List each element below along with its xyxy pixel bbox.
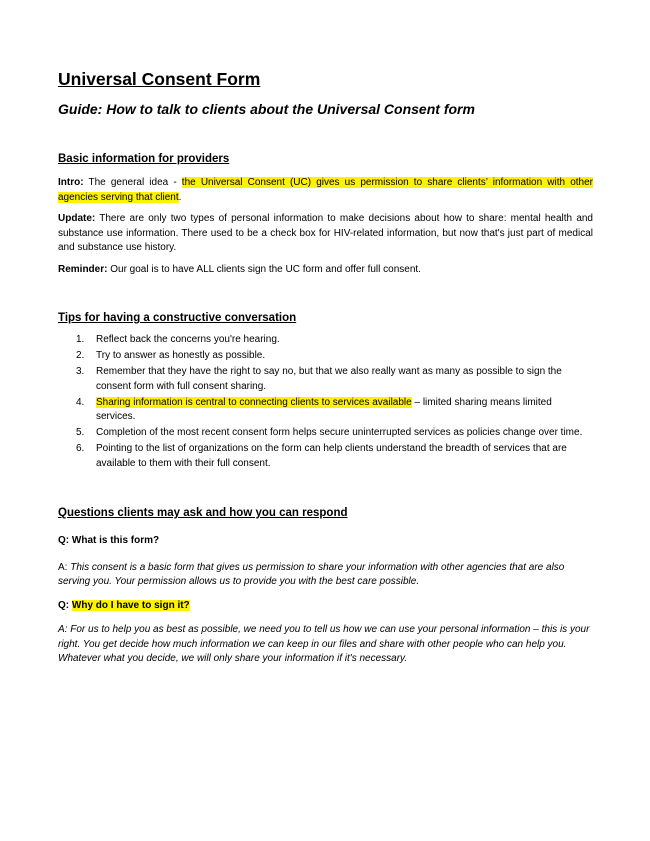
question-prefix: Q: <box>58 599 72 611</box>
list-item <box>58 442 593 471</box>
intro-text: The general idea - <box>83 177 182 188</box>
question-prefix: Q: <box>58 535 72 546</box>
answer-1 <box>58 561 593 590</box>
tips-list <box>58 333 593 471</box>
list-item-text: – limited sharing means limited services. <box>96 396 552 422</box>
answer-2 <box>58 623 593 667</box>
answer-prefix: A: <box>58 624 71 635</box>
question-text: Why do I have to sign it? <box>71 599 190 611</box>
intro-label: Intro: <box>58 177 84 188</box>
reminder-paragraph <box>58 263 593 278</box>
list-item-number: 1. <box>76 334 85 345</box>
question-text: What is this form? <box>71 535 160 546</box>
question-2 <box>58 599 593 614</box>
question-1 <box>58 534 593 549</box>
list-item-text: Pointing to the list of organizations on the form can help clients understand the breadth of services that are available to them with their full consent. <box>96 443 567 469</box>
answer-text: For us to help you as best as possible, we need you to tell us how we can use your personal information – this is your right. You get decide how much information we can keep in our files and share with other people who can help you. Whatever what you decide, we will only share your information if it's necessary. <box>58 624 590 664</box>
update-paragraph <box>58 212 593 256</box>
document-subtitle: Guide: How to talk to clients about the Universal Consent form <box>58 101 475 117</box>
document-title: Universal Consent Form <box>58 69 261 89</box>
reminder-text: Our goal is to have ALL clients sign the UC form and offer full consent. <box>107 263 421 275</box>
list-item <box>58 396 593 425</box>
list-item-number: 2. <box>76 350 85 361</box>
list-item <box>58 349 593 364</box>
document-content <box>58 68 593 667</box>
answer-text: This consent is a basic form that gives us permission to share your information with other agencies that are also serving you. Your permission allows us to provide you with the best care possible. <box>58 561 565 587</box>
list-item-number: 4. <box>76 396 85 408</box>
list-item-text: Try to answer as honestly as possible. <box>96 350 266 361</box>
list-item-text: Reflect back the concerns you're hearing. <box>96 334 280 345</box>
intro-end: . <box>178 191 182 203</box>
list-item-number: 5. <box>76 427 85 438</box>
questions-heading: Questions clients may ask and how you can respond <box>58 507 348 519</box>
intro-paragraph <box>58 176 593 205</box>
list-item-text: Completion of the most recent consent form helps secure uninterrupted services as policies change over time. <box>96 427 583 438</box>
intro-highlight: the Universal Consent (UC) gives us permission to share clients’ information with other agencies serving that client <box>58 177 593 203</box>
reminder-label: Reminder: <box>58 263 108 275</box>
answer-prefix: A: <box>58 561 71 573</box>
tips-heading: Tips for having a constructive conversation <box>58 312 297 324</box>
basic-info-heading: Basic information for providers <box>58 153 230 165</box>
list-item-number: 3. <box>76 366 85 377</box>
list-item-highlight: Sharing information is central to connecting clients to services available <box>96 396 412 408</box>
list-item <box>58 333 593 348</box>
list-item-number: 6. <box>76 443 85 454</box>
update-text: There are only two types of personal information to make decisions about how to share: mental health and substance use information. There used to be a check box for HIV-related information, but now that's just part of medical and substance use history. <box>58 213 593 253</box>
list-item <box>58 365 593 394</box>
list-item-text: Remember that they have the right to say no, but that we also really want as many as possible to sign the consent form with full consent sharing. <box>96 366 562 392</box>
list-item <box>58 426 593 441</box>
update-label: Update: <box>58 213 96 224</box>
